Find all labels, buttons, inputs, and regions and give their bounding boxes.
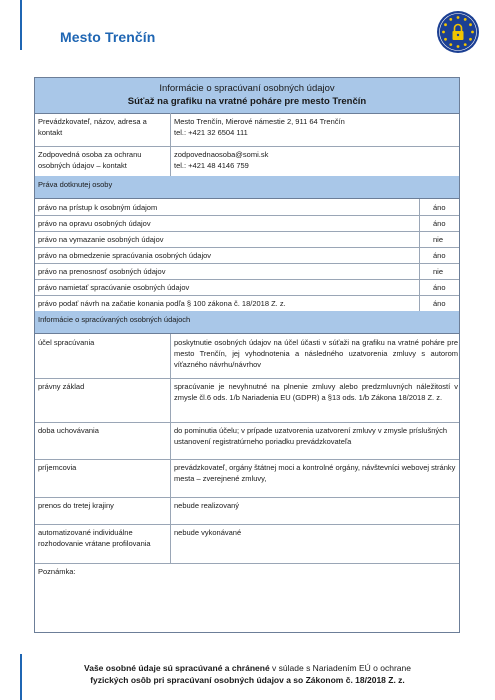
document-title: Informácie o spracúvaní osobných údajov bbox=[159, 83, 335, 94]
rights-row bbox=[35, 215, 459, 232]
rights-row bbox=[35, 199, 459, 216]
controller-row bbox=[35, 113, 459, 147]
processing-label: doba uchovávania bbox=[38, 426, 99, 435]
rights-row bbox=[35, 247, 459, 264]
right-value: nie bbox=[433, 267, 444, 276]
right-value: áno bbox=[433, 283, 446, 292]
rights-row bbox=[35, 231, 459, 248]
rights-row bbox=[35, 279, 459, 296]
right-label: právo na vymazanie osobných údajov bbox=[38, 235, 164, 244]
privacy-information-table bbox=[34, 77, 460, 633]
right-label: právo na obmedzenie spracúvania osobných údajov bbox=[38, 251, 212, 260]
brand-title: Mesto Trenčín bbox=[60, 29, 156, 45]
processing-label: právny základ bbox=[38, 382, 85, 391]
right-label: právo na prenosnosť osobných údajov bbox=[38, 267, 166, 276]
rights-row bbox=[35, 295, 459, 312]
dpo-email: zodpovednaosoba@somi.sk bbox=[174, 150, 269, 159]
processing-label: prenos do tretej krajiny bbox=[38, 501, 114, 510]
footer-bold: Vaše osobné údaje sú spracúvané a chránené bbox=[84, 663, 270, 673]
processing-heading: Informácie o spracúvaných osobných údajoch bbox=[35, 311, 459, 334]
processing-row bbox=[35, 497, 459, 525]
processing-row bbox=[35, 378, 459, 423]
processing-row bbox=[35, 524, 459, 564]
top-accent-line bbox=[20, 0, 22, 50]
controller-value bbox=[171, 113, 461, 141]
footer-line2: fyzických osôb pri spracúvaní osobných údajov a so Zákonom č. 18/2018 Z. z. bbox=[90, 675, 405, 685]
processing-value: nebude realizovaný bbox=[174, 501, 240, 510]
title-band bbox=[35, 78, 459, 114]
note-area bbox=[35, 563, 459, 632]
right-value: nie bbox=[433, 235, 444, 244]
right-label: právo podať návrh na začatie konania podľa § 100 zákona č. 18/2018 Z. z. bbox=[38, 299, 286, 308]
right-value: áno bbox=[433, 219, 446, 228]
processing-value: prevádzkovateľ, orgány štátnej moci a kontrolné orgány, návštevníci webovej stránky mesta – zverejnené zmluvy, bbox=[174, 463, 456, 483]
controller-address: Mesto Trenčín, Mierové námestie 2, 911 64 Trenčín bbox=[174, 117, 345, 126]
processing-label: príjemcovia bbox=[38, 463, 77, 472]
dpo-label: Zodpovedná osoba za ochranu osobných údajov – kontakt bbox=[38, 150, 142, 170]
right-value: áno bbox=[433, 251, 446, 260]
right-label: právo na prístup k osobným údajom bbox=[38, 203, 158, 212]
dpo-value bbox=[171, 146, 461, 174]
processing-row bbox=[35, 334, 459, 379]
processing-value: do pominutia účelu; v prípade uzatvorenia uzatvorení zmluvy v zmysle príslušných ustanovení registratúrneho poriadku prevádzkovateľa bbox=[174, 426, 448, 446]
processing-row bbox=[35, 422, 459, 460]
dpo-phone: tel.: +421 48 4146 759 bbox=[174, 161, 249, 170]
controller-label: Prevádzkovateľ, názov, adresa a kontakt bbox=[38, 117, 147, 137]
rights-heading: Práva dotknutej osoby bbox=[35, 176, 459, 199]
processing-label: účel spracúvania bbox=[38, 338, 95, 347]
rights-row bbox=[35, 263, 459, 280]
eu-lock-seal-icon bbox=[436, 10, 480, 54]
processing-value: poskytnutie osobných údajov na účel účasti v súťaži na grafiku na vratné poháre pre mesto Trenčín, jej vyhodnotenia a následného uzatvorenia zmluvy s autorom víťazného návrhu/návrhov bbox=[174, 338, 458, 369]
right-value: áno bbox=[433, 203, 446, 212]
dpo-row bbox=[35, 146, 459, 177]
note-label: Poznámka: bbox=[38, 567, 76, 576]
right-value: áno bbox=[433, 299, 446, 308]
footer-line1-rest: v súlade s Nariadením EÚ o ochrane bbox=[269, 663, 411, 673]
footer-notice bbox=[0, 662, 495, 686]
processing-label: automatizované individuálne rozhodovanie vrátane profilovania bbox=[38, 528, 151, 548]
processing-value: spracúvanie je nevyhnutné na plnenie zmluvy alebo predzmluvných náležitostí v zmysle čl.6 ods. 1/b Nariadenia EU (GDPR) a §13 ods. 1/b Zákona 18/2018 Z. z. bbox=[174, 382, 458, 402]
controller-phone: tel.: +421 32 6504 111 bbox=[174, 128, 248, 137]
right-label: právo na opravu osobných údajov bbox=[38, 219, 151, 228]
document-subtitle: Súťaž na grafiku na vratné poháre pre mesto Trenčín bbox=[127, 96, 367, 107]
processing-row bbox=[35, 459, 459, 498]
right-label: právo namietať spracúvanie osobných údajov bbox=[38, 283, 190, 292]
processing-value: nebude vykonávané bbox=[174, 528, 242, 537]
